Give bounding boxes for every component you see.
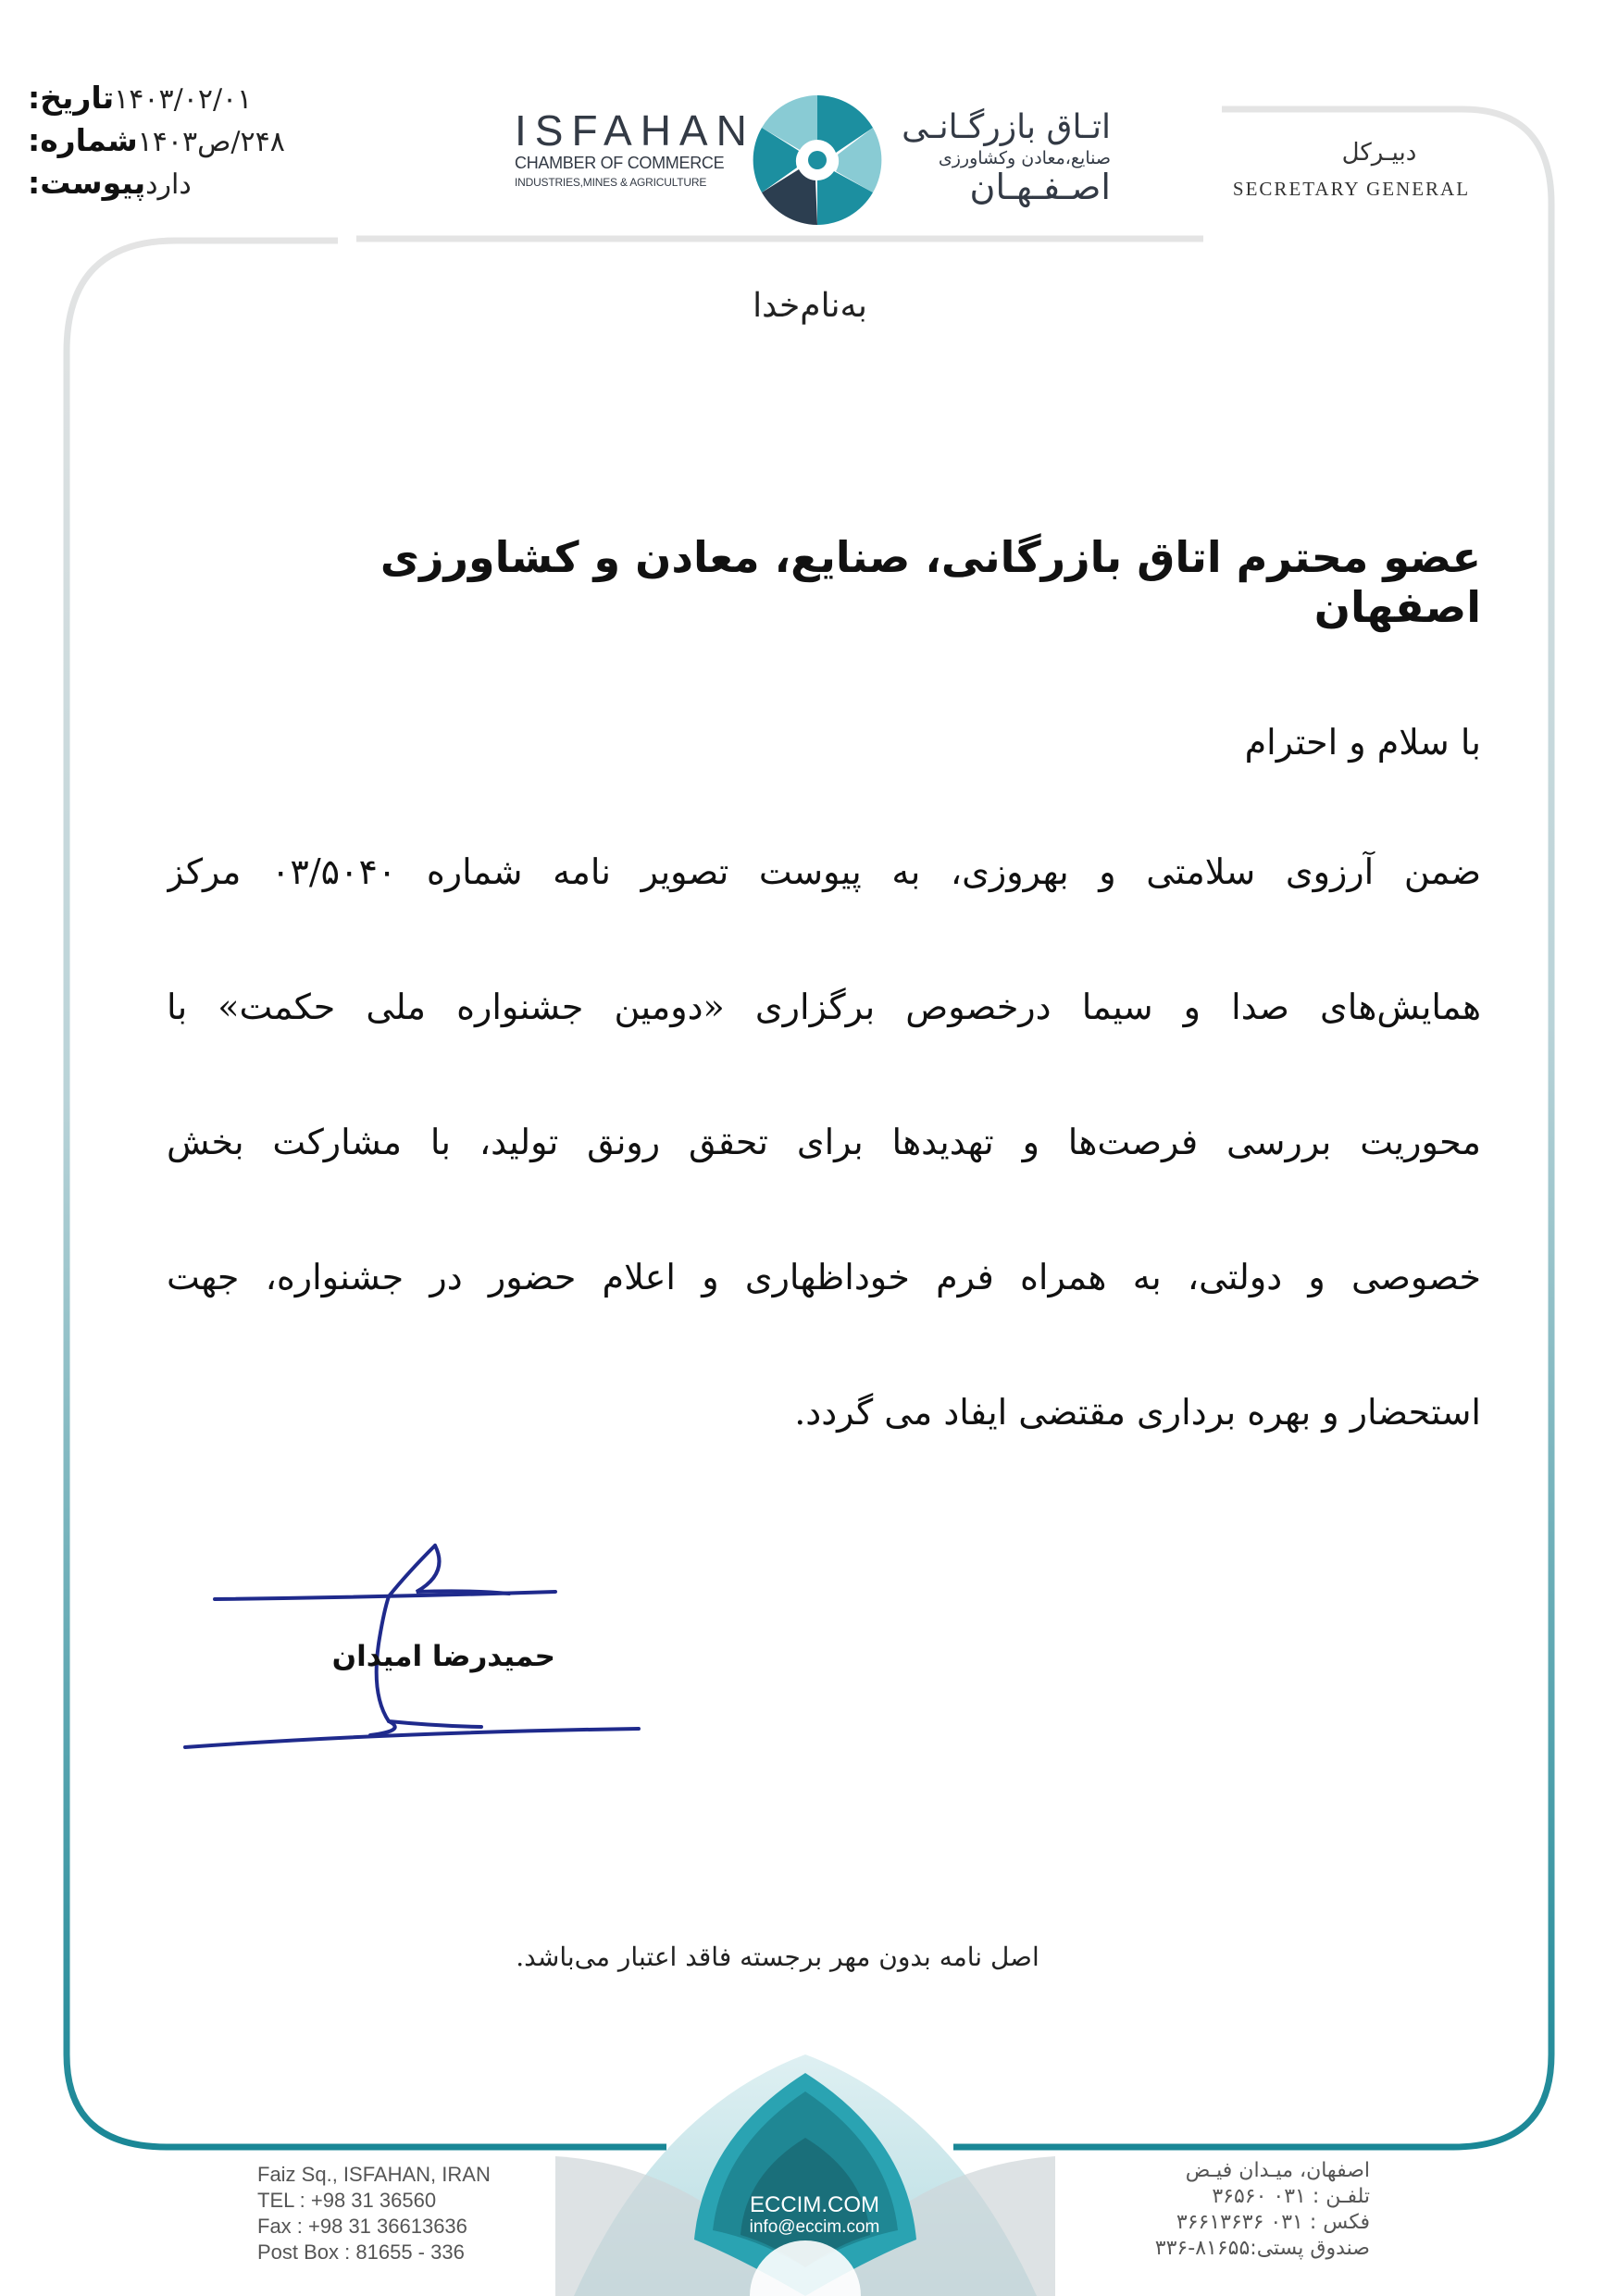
date-row xyxy=(28,80,333,122)
body-line: محوریت بررسی فرصت‌ها و تهدیدها برای تحقق رونق تولید، با مشارکت بخش xyxy=(167,1122,1481,1162)
logo-persian-text xyxy=(889,109,1111,205)
footer-contact-persian xyxy=(1083,2158,1370,2262)
body-line: خصوصی و دولتی، به همراه فرم خوداظهاری و اعلام حضور در جشنواره، جهت xyxy=(167,1257,1481,1297)
footer-en-fax: Fax : +98 31 36613636 xyxy=(257,2215,467,2238)
logo-en-small: INDUSTRIES,MINES & AGRICULTURE xyxy=(515,176,707,189)
attachment-label: پیوست: xyxy=(28,165,146,201)
logo-english-text xyxy=(515,106,755,189)
logo-fa-sub: صنایع،معادن وکشاورزی xyxy=(938,148,1111,168)
footer-emblem xyxy=(518,2036,1092,2296)
date-value: ۱۴۰۳/۰۲/۰۱ xyxy=(114,83,253,116)
bismillah: به‌نام‌خدا xyxy=(753,287,867,325)
footer-fa-fax: فکس : ۰۳۱ ۳۶۶۱۳۶۳۶ xyxy=(1176,2211,1370,2234)
footer-fa-address: اصفهان، میـدان فیـض xyxy=(1185,2159,1370,2182)
footer-fa-pobox: صندوق پستی:۸۱۶۵۵-۳۳۶ xyxy=(1154,2237,1370,2260)
secretary-general xyxy=(1203,139,1500,201)
body-line: استحضار و بهره برداری مقتضی ایفاد می گردد. xyxy=(794,1392,1481,1433)
logo-en-sub: CHAMBER OF COMMERCE xyxy=(515,154,725,172)
footer-web-contact xyxy=(703,2193,926,2238)
footer-contact-english xyxy=(257,2162,535,2265)
letter-body xyxy=(167,851,1481,1527)
footer-email[interactable]: info@eccim.com xyxy=(749,2217,880,2237)
secretary-fa: دبیـرکل xyxy=(1341,139,1417,167)
logo-fa-city: اصـفـهـان xyxy=(969,167,1111,207)
body-line: ضمن آرزوی سلامتی و بهروزی، به پیوست تصویر نامه شماره ۰۳/۵۰۴۰ مرکز xyxy=(167,851,1481,892)
number-value: ۲۴۸/ص۱۴۰۳ xyxy=(137,126,285,158)
salutation: با سلام و احترام xyxy=(1244,722,1481,763)
signer-name: حمیدرضا امیدان xyxy=(331,1640,555,1673)
number-label: شماره: xyxy=(28,122,138,158)
logo-en-main: ISFAHAN xyxy=(515,106,755,155)
number-row xyxy=(28,122,333,165)
chamber-logo-icon xyxy=(748,91,887,230)
addressee: عضو محترم اتاق بازرگانی، صنایع، معادن و کشاورزی اصفهان xyxy=(380,532,1481,632)
footer-fa-tel: تلفـن : ۰۳۱ ۳۶۵۶۰ xyxy=(1212,2185,1370,2208)
validity-note: اصل نامه بدون مهر برجسته فاقد اعتبار می‌باشد. xyxy=(516,1942,1039,1972)
footer-website[interactable]: ECCIM.COM xyxy=(750,2192,879,2217)
body-line: همایش‌های صدا و سیما درخصوص برگزاری «دومین جشنواره ملی حکمت» با xyxy=(167,987,1481,1027)
date-label: تاریخ: xyxy=(28,80,115,116)
footer-en-tel: TEL : +98 31 36560 xyxy=(257,2189,437,2212)
footer-en-address: Faiz Sq., ISFAHAN, IRAN xyxy=(257,2163,491,2186)
attachment-row xyxy=(28,165,333,207)
footer-en-pobox: Post Box : 81655 - 336 xyxy=(257,2240,465,2264)
logo-fa-main: اتـاق بازرگـانـی xyxy=(902,108,1111,146)
letter-meta xyxy=(28,80,333,207)
secretary-en: SECRETARY GENERAL xyxy=(1232,178,1471,200)
attachment-value: دارد xyxy=(145,168,192,201)
